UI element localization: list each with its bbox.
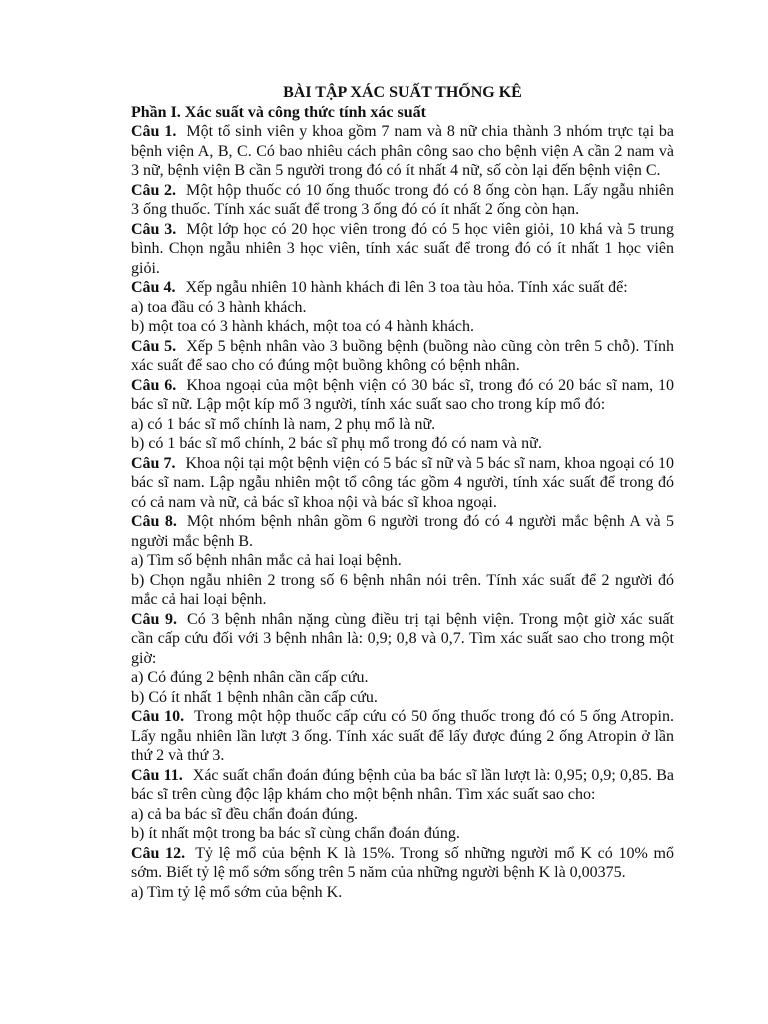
question-text: Khoa ngoại của một bệnh viện có 30 bác sĩ, trong đó có 20 bác sĩ nam, 10 bác sĩ nữ. Lập một kíp mổ 3 người, tính xác suất sao cho trong kíp mổ đó:	[131, 376, 675, 413]
question-body	[131, 454, 674, 513]
question-body	[131, 844, 674, 883]
question-subpart: a) cả ba bác sĩ đều chẩn đoán đúng.	[131, 805, 359, 823]
question-body	[131, 707, 674, 766]
question-item	[131, 766, 674, 844]
question-text: Một hộp thuốc có 10 ống thuốc trong đó có 8 ống còn hạn. Lấy ngẫu nhiên 3 ống thuốc. Tính xác suất để trong 3 ống đó có ít nhất 2 ống còn hạn.	[131, 181, 675, 218]
question-text: Xếp 5 bệnh nhân vào 3 buồng bệnh (buồng nào cũng còn trên 5 chỗ). Tính xác suất để sao cho có đúng một buồng không có bệnh nhân.	[131, 337, 675, 374]
question-subpart: b) Chọn ngẫu nhiên 2 trong số 6 bệnh nhân nói trên. Tính xác suất để 2 người đó mắc cả hai loại bệnh.	[131, 571, 674, 608]
question-label: Câu 5.	[131, 337, 177, 355]
question-subpart: b) có 1 bác sĩ mổ chính, 2 bác sĩ phụ mổ trong đó có nam và nữ.	[131, 435, 542, 452]
question-list	[131, 122, 674, 902]
question-text: Trong một hộp thuốc cấp cứu có 50 ống thuốc trong đó có 5 ống Atropin. Lấy ngẫu nhiên lần lượt 3 ống. Tính xác suất để lấy được đúng 2 ống Atropin ở lần thứ 2 và thứ 3.	[131, 708, 674, 764]
question-subpart: b) Có ít nhất 1 bệnh nhân cần cấp cứu.	[131, 688, 378, 706]
question-text: Một lớp học có 20 học viên trong đó có 5 học viên giỏi, 10 khá và 5 trung bình. Chọn ngẫu nhiên 3 học viên, tính xác suất để trong đó có ít nhất 1 học viên giỏi.	[131, 220, 674, 277]
question-body	[131, 122, 674, 181]
question-item	[131, 122, 674, 181]
question-body	[131, 337, 674, 376]
question-item	[131, 454, 674, 513]
question-subpart: a) Tìm số bệnh nhân mắc cả hai loại bệnh.	[131, 552, 402, 569]
question-item	[131, 844, 674, 903]
question-subpart: a) toa đầu có 3 hành khách.	[131, 298, 307, 316]
question-body	[131, 220, 674, 279]
question-label: Câu 3.	[131, 220, 177, 238]
question-item	[131, 376, 674, 454]
question-text: Khoa nội tại một bệnh viện có 5 bác sĩ nữ và 5 bác sĩ nam, khoa ngoại có 10 bác sĩ nam. Lập ngẫu nhiên một tổ công tác gồm 4 người, tính xác suất để trong đó có cả nam và nữ, cả bác sĩ khoa nội và bác sĩ khoa ngoại.	[131, 454, 675, 511]
question-label: Câu 2.	[131, 181, 176, 199]
question-item	[131, 278, 674, 337]
question-text: Một tổ sinh viên y khoa gồm 7 nam và 8 nữ chia thành 3 nhóm trực tại ba bệnh viện A, B, C. Có bao nhiêu cách phân công sao cho bệnh viện A cần 2 nam và 3 nữ, bệnh viện B cần 5 người trong đó có ít nhất 4 nữ, số còn lại đến bệnh viện C.	[131, 123, 675, 179]
question-item	[131, 337, 674, 376]
question-body	[131, 181, 674, 220]
section-heading: Phần I. Xác suất và công thức tính xác suất	[131, 103, 426, 121]
question-body	[131, 766, 674, 805]
question-label: Câu 1.	[131, 123, 177, 140]
question-label: Câu 7.	[131, 454, 176, 472]
question-text: Xếp ngẫu nhiên 10 hành khách đi lên 3 toa tàu hỏa. Tính xác suất để:	[185, 279, 628, 296]
question-item	[131, 707, 674, 766]
question-label: Câu 9.	[131, 610, 178, 628]
question-text: Tỷ lệ mổ của bệnh K là 15%. Trong số những người mổ K có 10% mổ sớm. Biết tỷ lệ mổ sớm sống trên 5 năm của những người bệnh K là 0,00375.	[131, 844, 674, 881]
question-body	[131, 610, 674, 669]
question-label: Câu 10.	[131, 708, 185, 725]
question-body	[131, 278, 674, 298]
question-item	[131, 512, 674, 610]
question-subpart: b) một toa có 3 hành khách, một toa có 4 hành khách.	[131, 318, 475, 335]
question-text: Có 3 bệnh nhân nặng cùng điều trị tại bệnh viện. Trong một giờ xác suất cần cấp cứu đối với 3 bệnh nhân là: 0,9; 0,8 và 0,7. Tìm xác suất sao cho trong một giờ:	[131, 610, 675, 667]
question-label: Câu 6.	[131, 376, 177, 394]
question-item	[131, 181, 674, 220]
question-subpart: a) có 1 bác sĩ mổ chính là nam, 2 phụ mổ là nữ.	[131, 415, 436, 433]
question-label: Câu 8.	[131, 513, 177, 530]
question-subpart: b) ít nhất một trong ba bác sĩ cùng chẩn đoán đúng.	[131, 825, 460, 842]
question-item	[131, 220, 674, 279]
question-body	[131, 376, 674, 415]
question-body	[131, 512, 674, 551]
question-text: Xác suất chẩn đoán đúng bệnh của ba bác sĩ lần lượt là: 0,95; 0,9; 0,85. Ba bác sĩ trên cùng độc lập khám cho một bệnh nhân. Tìm xác suất sao cho:	[131, 766, 675, 803]
question-label: Câu 12.	[131, 844, 186, 862]
question-label: Câu 4.	[131, 279, 176, 296]
question-label: Câu 11.	[131, 766, 183, 784]
question-text: Một nhóm bệnh nhân gồm 6 người trong đó có 4 người mắc bệnh A và 5 người mắc bệnh B.	[131, 513, 675, 550]
question-subpart: a) Có đúng 2 bệnh nhân cần cấp cứu.	[131, 669, 369, 686]
question-subpart: a) Tìm tỷ lệ mổ sớm của bệnh K.	[131, 883, 343, 901]
question-item	[131, 610, 674, 708]
document-title: BÀI TẬP XÁC SUẤT THỐNG KÊ	[283, 84, 522, 101]
